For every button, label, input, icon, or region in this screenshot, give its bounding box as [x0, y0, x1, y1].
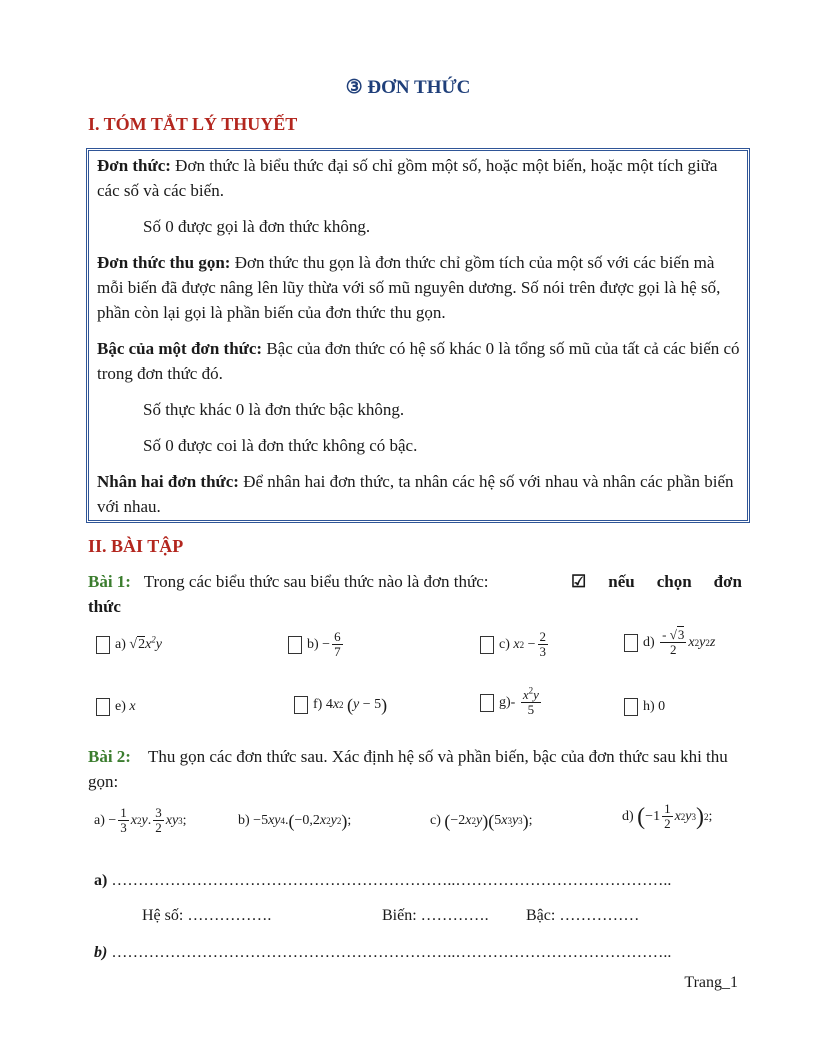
bai2-item-b: b) −5 xy 4 . ( −0,2 x 2 y 2 ) ; [238, 811, 352, 831]
term-don-thuc: Đơn thức: [97, 156, 171, 175]
term-thu-gon: Đơn thức thu gọn: [97, 253, 231, 272]
theory-paragraph-khong-co-bac: Số 0 được coi là đơn thức không có bậc. [143, 436, 418, 455]
option-c[interactable]: c) x 2 − $\frac{2}{3}$ [480, 630, 550, 659]
answer-a-line[interactable]: a) ………………………………………………………..………………………………….. [94, 872, 672, 889]
page-number: Trang_1 [684, 974, 738, 991]
answer-a-bien[interactable]: Biến: …………. [382, 907, 489, 924]
option-a[interactable]: a) $√2x^2y$ [96, 636, 162, 654]
option-a-checkbox[interactable] [96, 636, 110, 654]
option-d[interactable]: d) $\frac{- √3}{2}$ x 2 y 2 z [624, 628, 715, 657]
theory-paragraph-bac-khong: Số thực khác 0 là đơn thức bậc không. [143, 400, 405, 419]
checkmark-icon: ☑ [570, 572, 587, 591]
answer-a-bac[interactable]: Bậc: …………… [526, 907, 640, 924]
answer-b-line[interactable]: b) ………………………………………………………..………………………………….. [94, 944, 672, 961]
option-d-checkbox[interactable] [624, 634, 638, 652]
bai2-prompt: Bài 2: Thu gọn các đơn thức sau. Xác định hệ số và phần biến, bậc của đơn thức sau khi thu gọn: [88, 747, 728, 791]
bai2-label: Bài 2: [88, 747, 131, 766]
option-f-checkbox[interactable] [294, 696, 308, 714]
option-f[interactable]: f) 4 x 2 ( y − 5 ) [294, 696, 387, 714]
theory-paragraph-bac: Bậc của một đơn thức: Bậc của đơn thức có hệ số khác 0 là tổng số mũ của tất cả các biến có trong đơn thức đó. [97, 339, 740, 383]
option-c-checkbox[interactable] [480, 636, 494, 654]
option-b-checkbox[interactable] [288, 636, 302, 654]
option-h[interactable]: h) 0 [624, 698, 665, 716]
option-b[interactable]: b) − $\frac{6}{7}$ [288, 630, 345, 659]
bai2-item-a: a) − $\frac{1}{3}$ x 2 y . $\frac{3}{2}$ xy 3 ; [94, 805, 187, 835]
section-heading-exercises: II. BÀI TẬP [88, 536, 184, 556]
bai1-prompt: Bài 1: Trong các biểu thức sau biểu thức nào là đơn thức: ☑ nếu chọn đơn thức [88, 569, 742, 619]
theory-paragraph-nhan: Nhân hai đơn thức: Để nhân hai đơn thức, ta nhân các hệ số với nhau và nhân các phần biến với nhau. [97, 472, 734, 516]
option-g-checkbox[interactable] [480, 694, 494, 712]
term-bac: Bậc của một đơn thức: [97, 339, 263, 358]
theory-box [86, 148, 750, 523]
theory-paragraph-don-thuc: Đơn thức: Đơn thức là biểu thức đại số chỉ gồm một số, hoặc một biến, hoặc một tích giữa các số và các biến. [97, 156, 718, 200]
bai2-item-c: c) ( −2 x 2 y )( 5 x 3 y 3 ) ; [430, 811, 533, 831]
section-heading-theory: I. TÓM TẮT LÝ THUYẾT [88, 114, 298, 134]
answer-a-he-so[interactable]: Hệ số: ……………. [142, 907, 272, 924]
theory-paragraph-zero: Số 0 được gọi là đơn thức không. [143, 217, 371, 236]
option-e[interactable]: e) x [96, 698, 136, 716]
bai1-label: Bài 1: [88, 572, 131, 591]
theory-paragraph-thu-gon: Đơn thức thu gọn: Đơn thức thu gọn là đơn thức chỉ gồm tích của một số với các biến mà mỗi biến đã được nâng lên lũy thừa với số mũ nguyên dương. Số nói trên được gọi là hệ số, phần còn lại gọi là phần biến của đơn thức thu gọn. [97, 253, 721, 322]
page-title: ③ ĐƠN THỨC [345, 77, 471, 98]
term-nhan: Nhân hai đơn thức: [97, 472, 239, 491]
option-e-checkbox[interactable] [96, 698, 110, 716]
bai2-item-d: d) ( −1 $\frac{1}{2}$ x 2 y 3 ) 2 ; [622, 801, 713, 831]
option-g[interactable]: g)- $\frac{x^2y}{5}$ [480, 688, 543, 717]
option-h-checkbox[interactable] [624, 698, 638, 716]
